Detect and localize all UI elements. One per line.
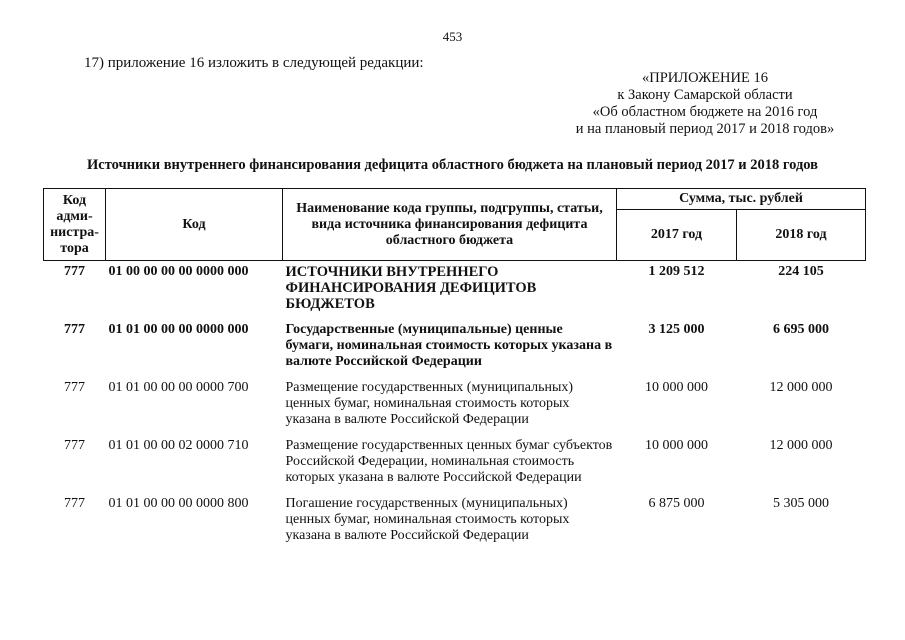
code-cell: 01 01 00 00 00 0000 000 [108,322,249,337]
table-row [44,377,866,435]
appendix-line: «Об областном бюджете на 2016 год [592,104,818,120]
header-admin-code: Код адми-нистра-тора [44,189,106,261]
header-year-2018: 2018 год [737,210,866,261]
admin-code-cell: 777 [64,380,85,395]
name-cell: Погашение государственных (муниципальных) ценных бумаг, номинальная стоимость которых указана в валюте Российской Федерации [285,496,570,543]
table-row [44,493,866,551]
amount-2017-cell: 3 125 000 [648,322,705,337]
header-code: Код [106,189,283,261]
appendix-line: к Закону Самарской области [617,87,793,103]
admin-code-cell: 777 [64,322,85,337]
amount-2018-cell: 5 305 000 [773,496,829,511]
document-heading: Источники внутреннего финансирования дефицита областного бюджета на плановый период 2017 и 2018 годов [86,157,819,173]
appendix-line: «ПРИЛОЖЕНИЕ 16 [642,70,768,86]
page-number: 453 [442,29,463,44]
table-header [44,189,866,261]
table-row [44,261,866,320]
appendix-reference [520,70,890,138]
code-cell: 01 01 00 00 00 0000 700 [108,380,249,395]
code-cell: 01 00 00 00 00 0000 000 [108,264,249,279]
name-cell: ИСТОЧНИКИ ВНУТРЕННЕГО ФИНАНСИРОВАНИЯ ДЕФИЦИТОВ БЮДЖЕТОВ [285,264,537,312]
intro-text: 17) приложение 16 изложить в следующей редакции: [84,55,424,71]
appendix-line: и на плановый период 2017 и 2018 годов» [575,121,835,137]
amount-2017-cell: 10 000 000 [645,438,708,453]
financing-sources-table [43,188,866,551]
table-body [44,261,866,552]
admin-code-cell: 777 [64,496,85,511]
code-cell: 01 01 00 00 02 0000 710 [108,438,249,453]
table-row [44,435,866,493]
header-year-2017: 2017 год [617,210,737,261]
admin-code-cell: 777 [64,264,85,279]
amount-2017-cell: 1 209 512 [648,264,705,279]
name-cell: Размещение государственных (муниципальных) ценных бумаг, номинальная стоимость которых указана в валюте Российской Федерации [285,380,574,427]
header-sum: Сумма, тыс. рублей [617,189,866,210]
admin-code-cell: 777 [64,438,85,453]
name-cell: Государственные (муниципальные) ценные бумаги, номинальная стоимость которых указана в валюте Российской Федерации [285,322,613,369]
amount-2017-cell: 6 875 000 [648,496,705,511]
name-cell: Размещение государственных ценных бумаг субъектов Российской Федерации, номинальная стоимость которых указана в валюте Российской Федерации [285,438,613,485]
amount-2017-cell: 10 000 000 [645,380,708,395]
table-row [44,319,866,377]
amount-2018-cell: 224 105 [778,264,824,279]
amount-2018-cell: 12 000 000 [769,380,833,395]
code-cell: 01 01 00 00 00 0000 800 [108,496,249,511]
amount-2018-cell: 6 695 000 [773,322,829,337]
amount-2018-cell: 12 000 000 [769,438,833,453]
header-name: Наименование кода группы, подгруппы, статьи, вида источника финансирования дефицита областного бюджета [283,189,617,261]
